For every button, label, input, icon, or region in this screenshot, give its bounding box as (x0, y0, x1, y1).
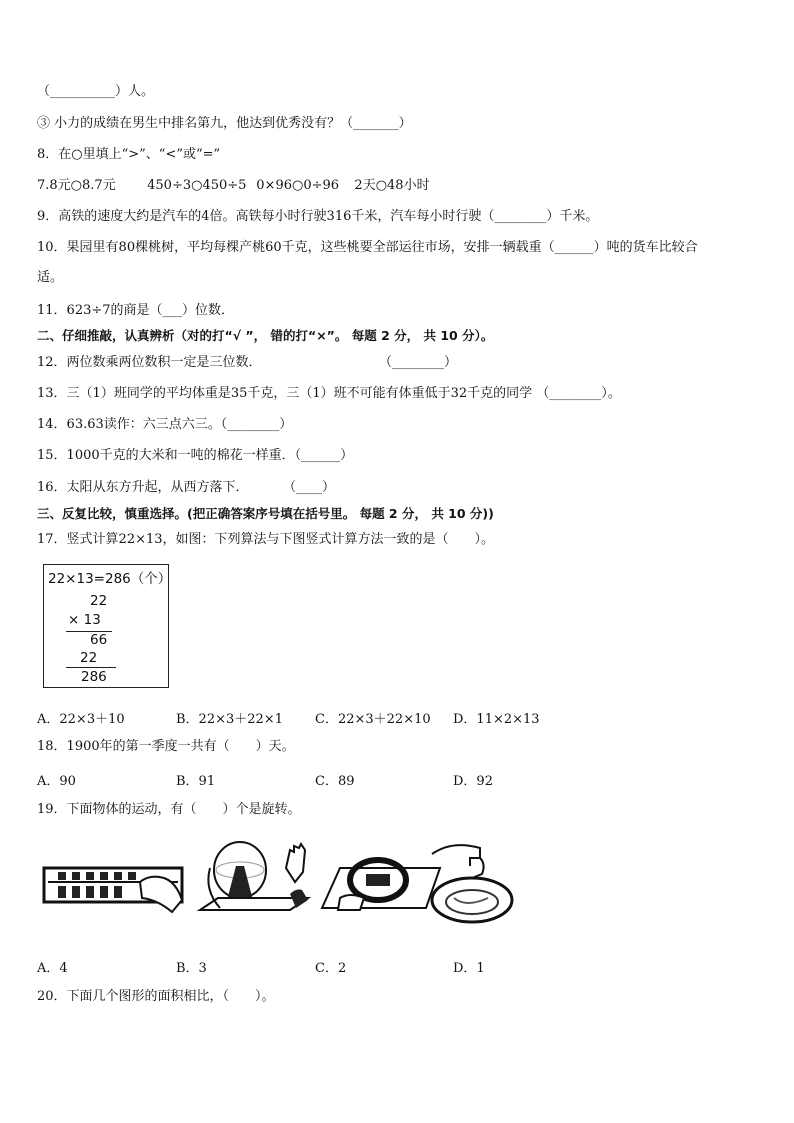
question-8-items (37, 178, 430, 194)
calc-result: 286 (81, 669, 107, 685)
q19-option-a[interactable]: A．4 (37, 961, 68, 976)
q18-option-a[interactable]: A．90 (37, 774, 76, 789)
vertical-calculation-box (43, 564, 172, 688)
question-11: 11．623÷7的商是（___）位数． (37, 303, 235, 318)
answer-line-people: （__________）人。 (37, 84, 155, 99)
washbasin-faucet-icon (432, 845, 512, 922)
q8-item: 2天○48小时 (354, 178, 430, 193)
q16-text: 16．太阳从东方升起，从西方落下． (37, 480, 249, 495)
question-9: 9．高铁的速度大约是汽车的4倍。高铁每小时行驶316千米，汽车每小时行驶（________）千米。 (37, 209, 599, 224)
q17-option-d[interactable]: D．11×2×13 (453, 712, 540, 727)
q18-option-b[interactable]: B．91 (176, 774, 216, 789)
q18-option-d[interactable]: D．92 (453, 774, 493, 789)
abacus-icon (44, 868, 182, 912)
question-14: 14．63.63读作：六三点六三。（________） (37, 417, 293, 432)
q12-answer-blank: （________） (379, 355, 458, 370)
question-12 (37, 355, 458, 371)
question-13: 13．三（1）班同学的平均体重是35千克，三（1）班不可能有体重低于32千克的同学 （________）。 (37, 386, 621, 401)
question-18: 18．1900年的第一季度一共有（ ）天。 (37, 739, 295, 754)
q17-option-a[interactable]: A．22×3＋10 (37, 712, 125, 727)
question-10-cont: 适。 (37, 270, 64, 285)
question-8: 8．在○里填上“>”、“<”或“=” (37, 147, 221, 162)
section-2-heading: 二、仔细推敲，认真辨析（对的打“√ ”， 错的打“×”。 每题 2 分， 共 10 分）。 (37, 328, 494, 343)
question-17: 17．竖式计算22×13，如图：下列算法与下图竖式计算方法一致的是（ ）。 (37, 532, 495, 547)
calc-partial-1: 66 (90, 632, 108, 648)
q19-option-c[interactable]: C．2 (315, 961, 347, 976)
calc-multiplicand: 22 (90, 593, 108, 609)
question-16 (37, 480, 336, 496)
q19-option-b[interactable]: B．3 (176, 961, 207, 976)
q19-option-d[interactable]: D．1 (453, 961, 485, 976)
q8-item: 0×96○0÷96 (256, 178, 340, 193)
question-15: 15．1000千克的大米和一吨的棉花一样重．（______） (37, 448, 354, 463)
q16-answer-blank: （____） (283, 480, 336, 495)
calc-multiplier: × 13 (68, 612, 101, 628)
q17-option-c[interactable]: C．22×3＋22×10 (315, 712, 431, 727)
calc-partial-2: 22 (80, 650, 98, 666)
motion-pictures (40, 838, 525, 934)
question-10: 10．果园里有80棵桃树，平均每棵产桃60千克，这些桃要全部运往市场，安排一辆载重（______）吨的货车比较合 (37, 240, 698, 255)
question-19: 19．下面物体的运动，有（ ）个是旋转。 (37, 802, 301, 817)
steering-wheel-icon (322, 860, 440, 910)
q12-text: 12．两位数乘两位数积一定是三位数． (37, 355, 262, 370)
q18-option-c[interactable]: C．89 (315, 774, 355, 789)
calc-rule (66, 667, 116, 668)
q8-item: 450÷3○450÷5 (147, 178, 247, 193)
q17-option-b[interactable]: B．22×3＋22×1 (176, 712, 283, 727)
section-3-heading: 三、反复比较，慎重选择。(把正确答案序号填在括号里。 每题 2 分， 共 10 分)) (37, 506, 494, 521)
question-excellent: ③ 小力的成绩在男生中排名第九，他达到优秀没有？（_______） (37, 116, 412, 131)
question-20: 20．下面几个图形的面积相比，（ ）。 (37, 989, 275, 1004)
q8-item: 7.8元○8.7元 (37, 178, 116, 193)
calc-title: 22×13=286（个） (48, 571, 172, 587)
